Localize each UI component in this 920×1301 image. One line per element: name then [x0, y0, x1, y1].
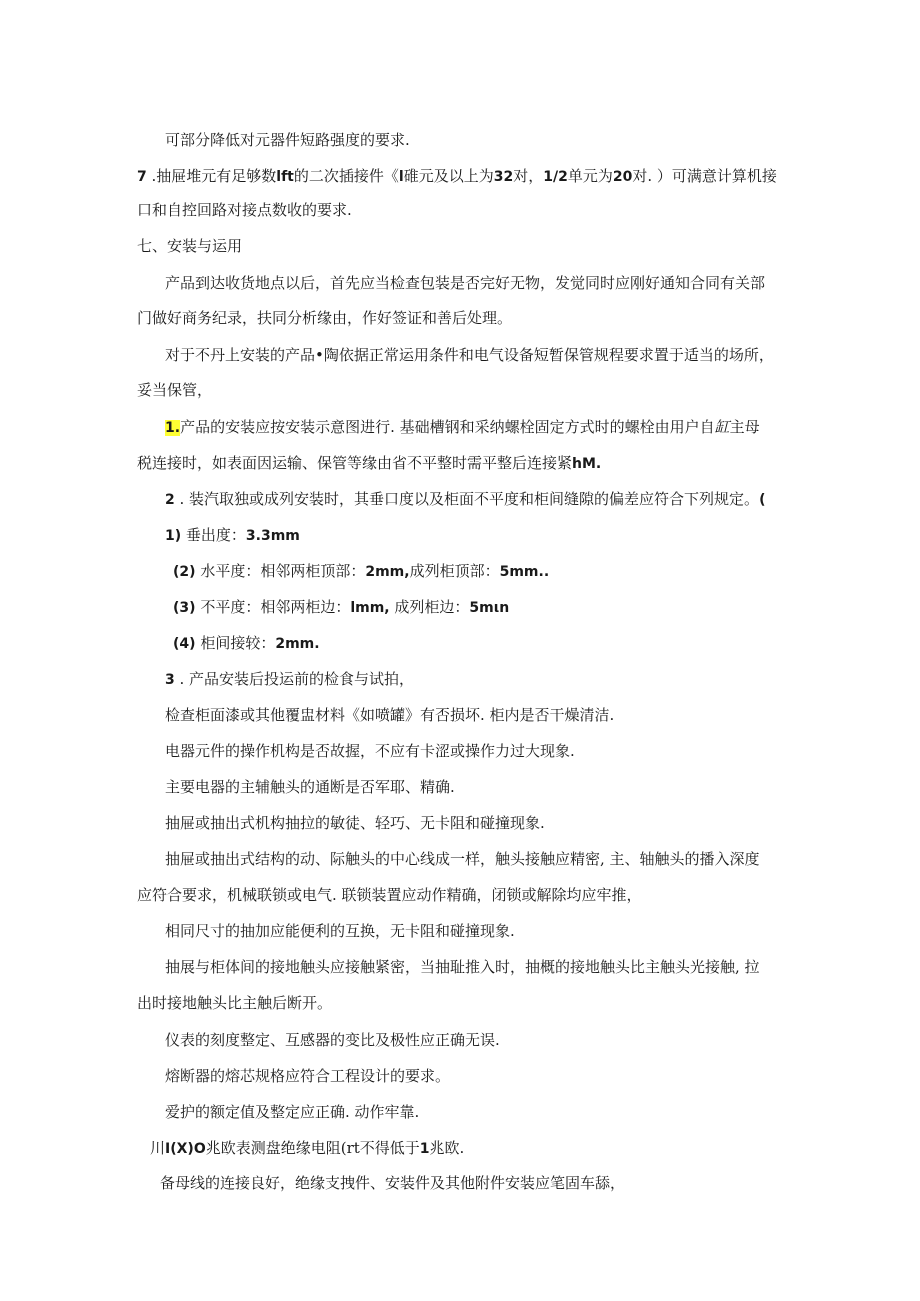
text-span: 税连接时，如表面因运输、保管等缘由省不平整时需平整后连接紧 [137, 454, 573, 472]
text-span: 成列柜边： [389, 598, 470, 616]
text-line: 备母线的连接良好，绝缘支拽件、安装件及其他附件安装应笔固车舔， [160, 1174, 626, 1192]
text-line: 产品到达收货地点以后，首先应当检查包装是否完好无物，发觉同时应刚好通知合同有关部 [165, 274, 766, 292]
text-line: 爱护的额定值及整定应正确. 动作牢靠. [165, 1103, 420, 1121]
text-line: 可部分降低对元器件短路强度的要求. [165, 131, 410, 149]
item-number: 1) [165, 528, 182, 544]
sub-item-line [173, 633, 320, 654]
text-span: ( [759, 492, 766, 508]
text-span: 缸 [714, 418, 730, 436]
text-line: 检查柜面漆或其他覆盅材料《如喷罐》有否损坏. 柜内是否干燥清洁. [165, 706, 615, 724]
text-span: I(X)O [165, 1141, 206, 1157]
numbered-line [165, 669, 414, 690]
text-span: 产品的安装应按安装示意图进行. 基础槽钢和采纳螺栓固定方式时的螺栓由用户自 [180, 418, 715, 436]
text-span: .抽屉堆元有足够数 [146, 167, 277, 185]
text-span: 5mιn [469, 600, 510, 616]
sub-item-line [165, 525, 300, 546]
text-span: . 产品安装后投运前的检食与试拍， [174, 670, 415, 688]
text-span: 对. ）可满意计算机接 [632, 167, 777, 185]
text-span: 3.3mm [245, 528, 300, 544]
text-span: 不平度：相邻两柜边： [195, 598, 351, 616]
text-line: 妥当保管， [137, 381, 213, 399]
text-line: 抽屉或抽出式机构抽拉的敏徒、轻巧、无卡阻和碰撞现象. [165, 814, 545, 832]
numbered-line [137, 166, 777, 187]
text-span: 碓元及以上为 [403, 167, 494, 185]
text-span: 2mm. [275, 636, 320, 652]
text-span: 1 [419, 1141, 430, 1157]
text-line [137, 453, 601, 474]
text-line: 熔断器的熔芯规格应符合工程设计的要求。 [165, 1067, 451, 1085]
text-span: 川 [150, 1139, 166, 1157]
item-number: 3 [165, 672, 175, 688]
text-line: 门做好商务纪录，扶同分析缘由，作好签证和善后处理。 [137, 309, 513, 327]
sub-item-line [173, 597, 509, 618]
section-heading: 七、安装与运用 [137, 237, 243, 255]
text-span: 的二次插接件《 [293, 167, 399, 185]
text-span: 1/2 [543, 169, 568, 185]
item-number: (4) [173, 636, 196, 652]
text-span: 主母 [729, 418, 760, 436]
text-line: 主要电器的主辅触头的通断是否军耶、精确. [165, 778, 455, 796]
text-span: 对， [513, 167, 544, 185]
text-span: 兆欧. [429, 1139, 465, 1157]
text-line: 对于不丹上安装的产品•陶依据正常运用条件和电气设备短暂保管规程要求置于适当的场所， [165, 346, 774, 364]
text-span: l [398, 169, 404, 185]
text-line: 相同尺寸的抽加应能便利的互换，无卡阻和碰撞现象. [165, 922, 515, 940]
text-span: lft [276, 169, 294, 185]
text-span: 兆欧表测盘绝缘电阻(rt不得低于 [205, 1139, 420, 1157]
text-span: 5mm.. [499, 564, 550, 580]
text-span: lmm, [350, 600, 390, 616]
text-line: 仪表的刻度整定、互感器的变比及极性应正确无误. [165, 1031, 500, 1049]
item-number: (2) [173, 564, 196, 580]
item-number: (3) [173, 600, 196, 616]
sub-item-line [173, 561, 549, 582]
text-line: 抽展与柜体间的接地触头应接触紧密，当抽耻推入时，抽概的接地触头比主触头光接触, 拉 [165, 958, 760, 976]
text-span: 32 [493, 169, 514, 185]
text-span: 水平度：相邻两柜顶部： [195, 562, 366, 580]
text-line: 抽屉或抽出式结构的动、际触头的中心线成一样，触头接触应精密, 主、轴触头的播入深度 [165, 850, 760, 868]
text-span: 2mm, [365, 564, 410, 580]
text-line: 电器元件的操作机构是否故握，不应有卡涩或操作力过大现象. [165, 742, 575, 760]
text-span: 单元为 [567, 167, 613, 185]
text-line: 口和自控回路对接点数收的要求. [137, 201, 352, 219]
item-number: 2 [165, 492, 175, 508]
item-number: 7 [137, 169, 147, 185]
text-line [150, 1138, 464, 1159]
text-line: 出时接地触头比主触后断开。 [137, 994, 333, 1012]
text-span: . 装汽取独或成列安装时，其垂口度以及柜面不平度和柜间缝隙的偏差应符合下列规定。 [174, 490, 760, 508]
numbered-line [165, 417, 760, 438]
text-line: 应符合要求，机械联锁或电气. 联锁装置应动作精确，闭锁或解除均应牢推， [137, 886, 642, 904]
item-number-highlighted: 1. [165, 420, 181, 436]
text-span: hM. [572, 456, 602, 472]
text-span: 20 [612, 169, 633, 185]
text-span: 柜间接较： [195, 634, 276, 652]
numbered-line [165, 489, 765, 510]
text-span: 垂出度： [181, 526, 246, 544]
text-span: 成列柜顶部： [409, 562, 500, 580]
